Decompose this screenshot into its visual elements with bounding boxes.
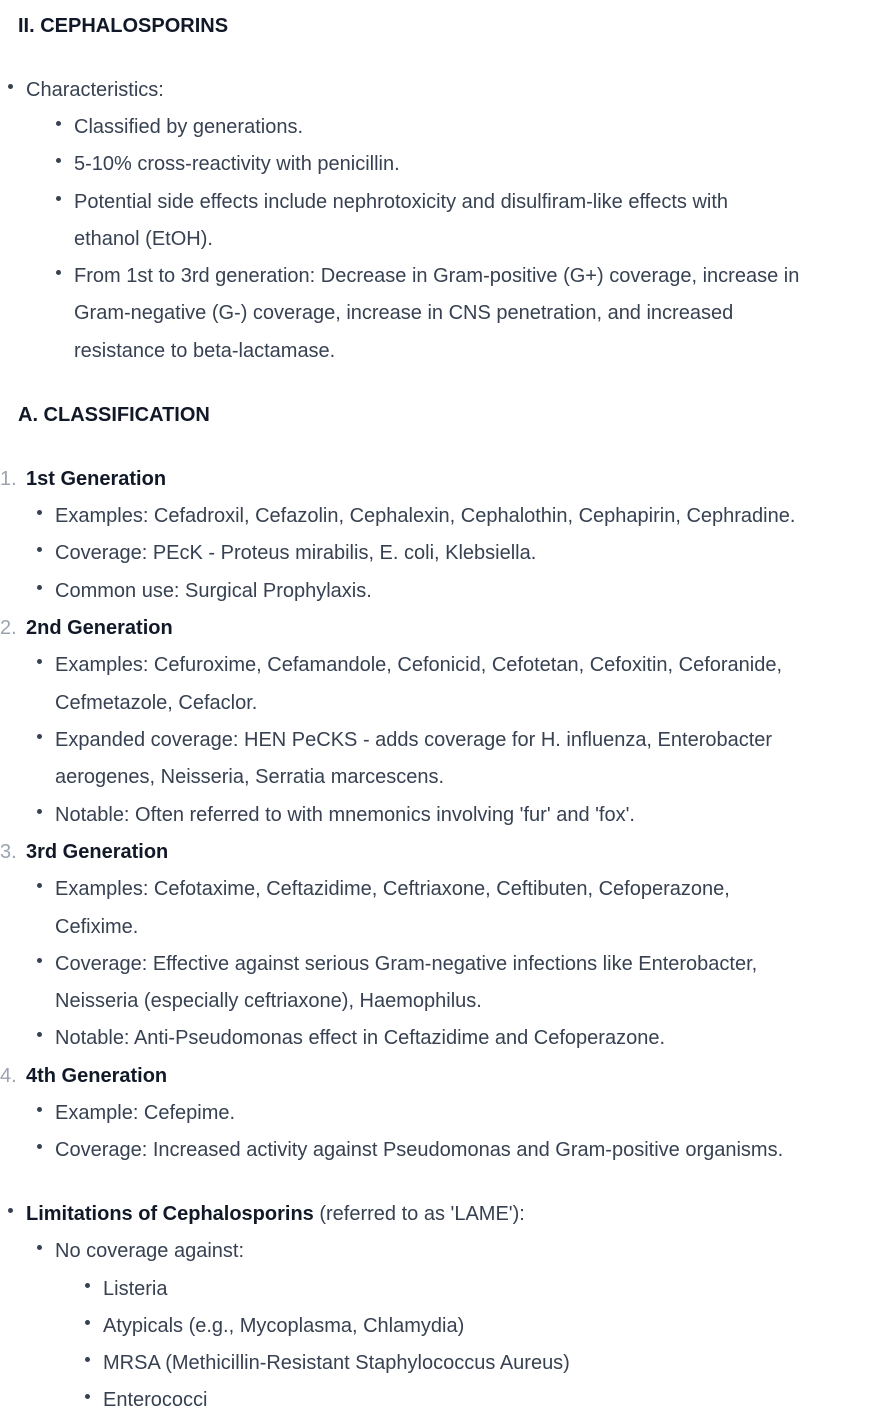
generation-title: 1st Generation: [26, 468, 167, 490]
generation-detail: Common use: Surgical Prophylaxis.: [55, 573, 372, 611]
characteristic-item-continued: resistance to beta-lactamase.: [74, 340, 336, 362]
characteristic-item-continued: ethanol (EtOH).: [74, 228, 213, 250]
characteristic-item: Classified by generations.: [74, 109, 303, 147]
classification-title: A. CLASSIFICATION: [18, 404, 210, 426]
generation-detail-continued: aerogenes, Neisseria, Serratia marcescens.: [55, 766, 445, 788]
generation-detail: Examples: Cefotaxime, Ceftazidime, Ceftriaxone, Ceftibuten, Cefoperazone,: [55, 871, 730, 909]
limitation-item: MRSA (Methicillin-Resistant Staphylococcus Aureus): [103, 1345, 570, 1383]
generation-detail: Notable: Often referred to with mnemonics involving 'fur' and 'fox'.: [55, 797, 635, 835]
generation-detail: Coverage: Increased activity against Pseudomonas and Gram-positive organisms.: [55, 1132, 783, 1170]
characteristic-item-continued: Gram-negative (G-) coverage, increase in CNS penetration, and increased: [74, 302, 734, 324]
section-title: II. CEPHALOSPORINS: [18, 15, 229, 37]
generation-detail: Expanded coverage: HEN PeCKS - adds coverage for H. influenza, Enterobacter: [55, 722, 772, 760]
generation-detail: Coverage: PEcK - Proteus mirabilis, E. coli, Klebsiella.: [55, 535, 536, 573]
generation-detail: Example: Cefepime.: [55, 1095, 235, 1133]
generation-heading: [0, 461, 167, 499]
limitations-sub-label: No coverage against:: [55, 1233, 244, 1271]
generation-heading: [0, 610, 173, 648]
list-number: 1.: [0, 468, 17, 490]
limitations-title: Limitations of Cephalosporins: [26, 1203, 314, 1225]
generation-detail: Coverage: Effective against serious Gram-negative infections like Enterobacter,: [55, 946, 757, 984]
generation-detail: Examples: Cefuroxime, Cefamandole, Cefonicid, Cefotetan, Cefoxitin, Ceforanide,: [55, 647, 782, 685]
limitation-item: Enterococci: [103, 1382, 208, 1420]
characteristic-item: Potential side effects include nephrotoxicity and disulfiram-like effects with: [74, 184, 728, 222]
characteristic-item: From 1st to 3rd generation: Decrease in Gram-positive (G+) coverage, increase in: [74, 258, 799, 296]
generation-title: 4th Generation: [26, 1065, 168, 1087]
limitations-item: [26, 1196, 525, 1234]
generation-detail: Examples: Cefadroxil, Cefazolin, Cephalexin, Cephalothin, Cephapirin, Cephradine.: [55, 498, 795, 536]
generation-detail-continued: Cefmetazole, Cefaclor.: [55, 692, 258, 714]
generation-title: 2nd Generation: [26, 617, 173, 639]
limitations-suffix: (referred to as 'LAME'):: [313, 1203, 525, 1225]
list-number: 4.: [0, 1065, 17, 1087]
generation-detail-continued: Cefixime.: [55, 916, 139, 938]
generation-title: 3rd Generation: [26, 841, 169, 863]
generation-detail-continued: Neisseria (especially ceftriaxone), Haemophilus.: [55, 990, 482, 1012]
characteristics-label: Characteristics:: [26, 72, 164, 110]
limitation-item: Atypicals (e.g., Mycoplasma, Chlamydia): [103, 1308, 464, 1346]
characteristic-item: 5-10% cross-reactivity with penicillin.: [74, 146, 400, 184]
list-number: 2.: [0, 617, 17, 639]
generation-heading: [0, 834, 169, 872]
generation-heading: [0, 1058, 168, 1096]
limitation-item: Listeria: [103, 1271, 167, 1309]
generation-detail: Notable: Anti-Pseudomonas effect in Ceftazidime and Cefoperazone.: [55, 1020, 665, 1058]
list-number: 3.: [0, 841, 17, 863]
